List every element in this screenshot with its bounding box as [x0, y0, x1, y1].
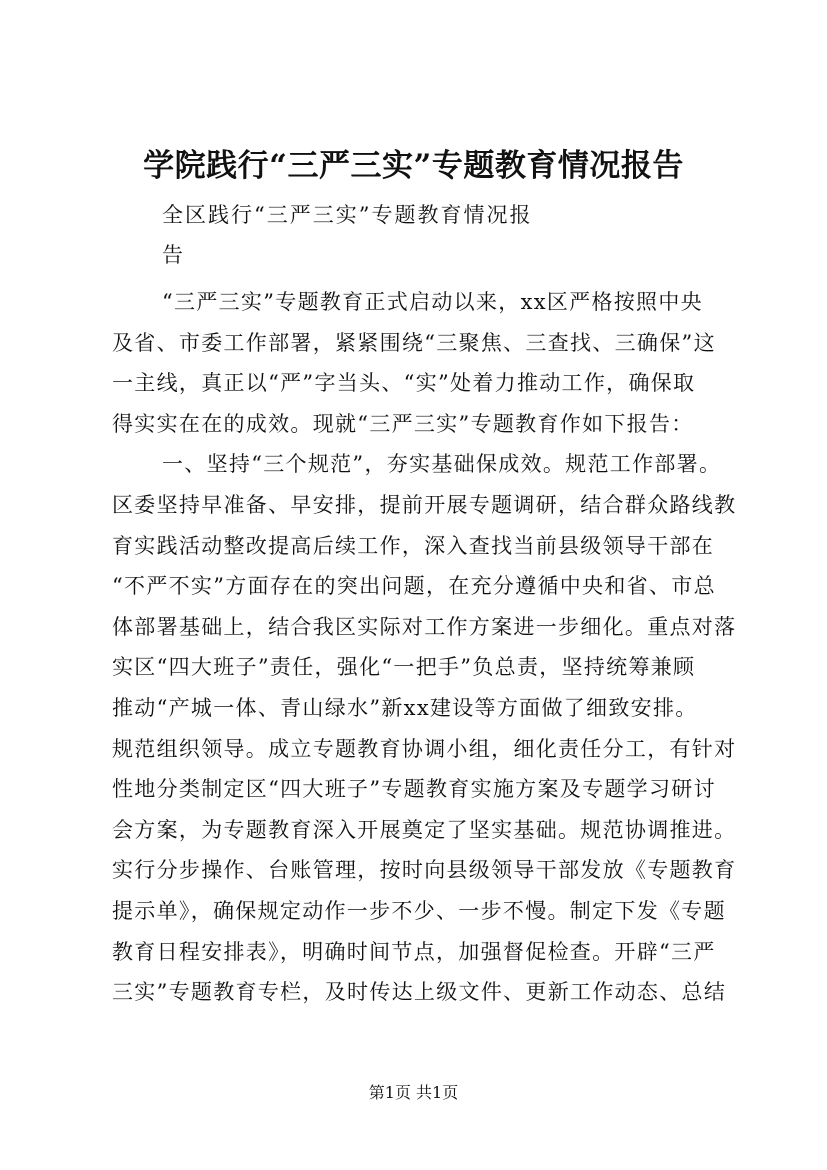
body-line: 提示单》，确保规定动作一步不少、一步不慢。制定下发《专题 [112, 898, 726, 923]
body-line: 得实实在在的成效。现就“三严三实”专题教育作如下报告： [112, 411, 694, 436]
body-line: 育实践活动整改提高后续工作，深入查找当前县级领导干部在 [112, 533, 715, 558]
body-line: 教育日程安排表》，明确时间节点，加强督促检查。开辟“三严 [112, 939, 716, 964]
body-line: 区委坚持早准备、早安排，提前开展专题调研，结合群众路线教 [112, 492, 737, 517]
body-line: 及省、市委工作部署，紧紧围绕“三聚焦、三查找、三确保”这 [112, 330, 716, 355]
body-line: 一主线，真正以“严”字当头、“实”处着力推动工作，确保取 [112, 371, 696, 396]
body-line: “不严不实”方面存在的突出问题，在充分遵循中央和省、市总 [112, 574, 716, 599]
body-line: 实行分步操作、台账管理，按时向县级领导干部发放《专题教育 [112, 858, 737, 883]
body-text [112, 282, 752, 1013]
body-line: 规范组织领导。成立专题教育协调小组，细化责任分工，有针对 [112, 736, 737, 761]
body-line: 实区“四大班子”责任，强化“一把手”负总责，坚持统筹兼顾 [112, 655, 696, 680]
body-line: 会方案，为专题教育深入开展奠定了坚实基础。规范协调推进。 [112, 817, 737, 842]
subtitle-line-2: 告 [162, 243, 185, 267]
body-line: 推动“产城一体、青山绿水”新xx建设等方面做了细致安排。 [112, 695, 698, 720]
body-line: “三严三实”专题教育正式启动以来，xx区严格按照中央 [162, 290, 703, 314]
body-line: 体部署基础上，结合我区实际对工作方案进一步细化。重点对落 [112, 614, 737, 639]
body-line: 三实”专题教育专栏，及时传达上级文件、更新工作动态、总结 [112, 980, 727, 1005]
body-line: 一、坚持“三个规范”，夯实基础保成效。规范工作部署。 [162, 452, 722, 477]
subtitle-line-1: 全区践行“三严三实”专题教育情况报 [162, 203, 533, 227]
body-line: 性地分类制定区“四大班子”专题教育实施方案及专题学习研讨 [112, 777, 716, 802]
page-footer: 第1页 共1页 [368, 1083, 459, 1102]
document-title: 学院践行“三严三实”专题教育情况报告 [143, 148, 684, 184]
